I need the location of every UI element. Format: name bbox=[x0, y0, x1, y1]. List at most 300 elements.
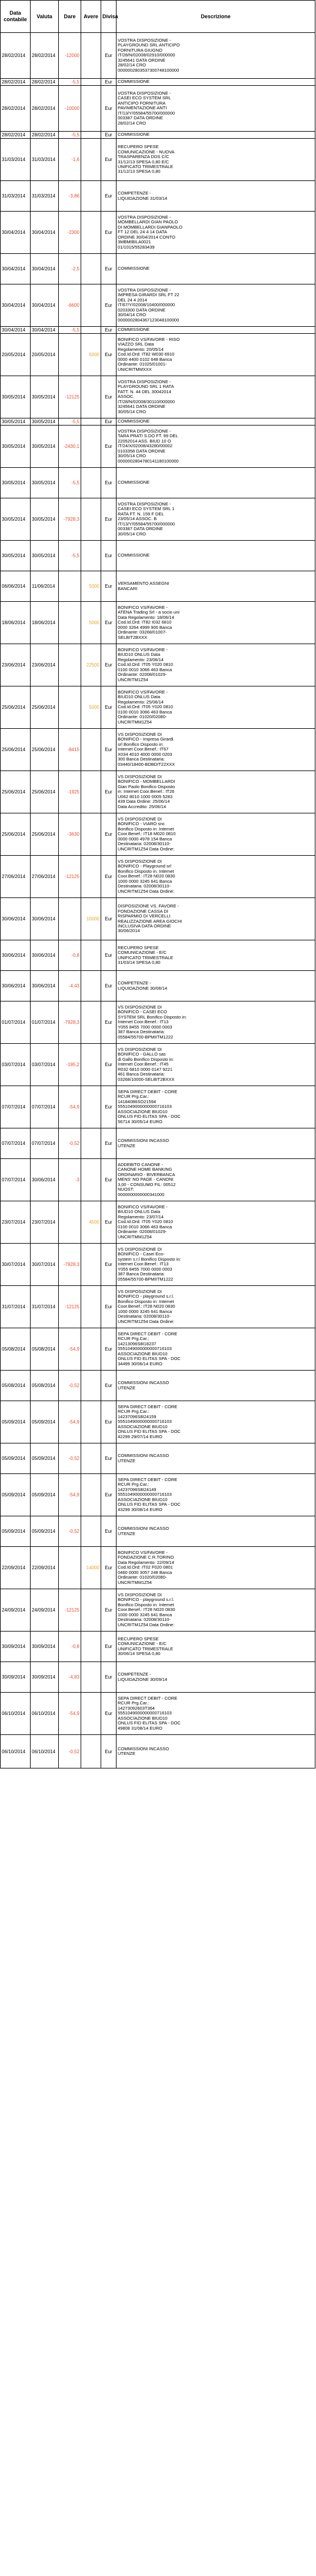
cell-avere bbox=[81, 729, 101, 771]
table-row[interactable] bbox=[1, 1044, 315, 1086]
cell-divisa: Eur bbox=[101, 1547, 117, 1589]
cell-dare: -3 bbox=[59, 1159, 81, 1201]
cell-avere bbox=[81, 86, 101, 132]
cell-date: 30/05/2014 bbox=[1, 376, 31, 418]
cell-dare: -0,52 bbox=[59, 1516, 81, 1547]
cell-descrizione: BONIFICO VS/FAVORE - BIUD10 ONLUS Data Regolamento: 25/06/14 Cod.Id.Ord: IT05 Y020 0810 0100 0010 3066 463 Banca Ordinante: 01020/02080- UNCRITMM1Z54 bbox=[117, 686, 315, 729]
table-row[interactable] bbox=[1, 418, 315, 426]
cell-avere: 14000 bbox=[81, 1547, 101, 1589]
cell-avere bbox=[81, 1443, 101, 1474]
cell-dare: -5,5 bbox=[59, 468, 81, 498]
table-row[interactable] bbox=[1, 571, 315, 602]
cell-date: 23/06/2014 bbox=[1, 644, 31, 686]
table-row[interactable] bbox=[1, 1401, 315, 1443]
cell-valuta: 30/05/2014 bbox=[31, 418, 59, 426]
cell-descrizione: VS DISPOSIZIONE DI BONIFICO - CASEI ECO SYSTEM SRL Bonifico Disposto in: Internet Coor.Benef.: IT13 Y055 8455 7000 0000 0003 387 Banca Destinataria: 05584/55700-BPMIITM1222 bbox=[117, 1001, 315, 1044]
table-row[interactable] bbox=[1, 1128, 315, 1159]
cell-dare: -2,5 bbox=[59, 254, 81, 284]
cell-avere bbox=[81, 1086, 101, 1128]
cell-dare: -54,9 bbox=[59, 1474, 81, 1516]
cell-dare: -54,9 bbox=[59, 1401, 81, 1443]
cell-divisa: Eur bbox=[101, 334, 117, 376]
table-row[interactable] bbox=[1, 132, 315, 139]
table-row[interactable] bbox=[1, 644, 315, 686]
cell-avere bbox=[81, 1662, 101, 1693]
table-row[interactable] bbox=[1, 1159, 315, 1201]
cell-date: 06/10/2014 bbox=[1, 1735, 31, 1768]
table-body bbox=[1, 33, 315, 1768]
cell-divisa: Eur bbox=[101, 1662, 117, 1693]
cell-descrizione: VOSTRA DISPOSIZIONE - TARA PRATI S.DO FT. 99 DEL 22052014 ASS. BIUD 10 O IT/24/X/02008/43280/00002 0103358 DATA ORDINE 30/05/14 CRO 0000002804780141180100000 bbox=[117, 426, 315, 468]
cell-valuta: 31/07/2014 bbox=[31, 1286, 59, 1328]
cell-date: 30/06/2014 bbox=[1, 971, 31, 1001]
cell-descrizione: ADDEBITO CANONE - CANONE HOME BANKING ORDINARIO - BIVERBANCA MENS' NO PAGE - CANONI 3,00 - CONSUMO FIL: 00512 NUOST: 0000000000000341000 bbox=[117, 1159, 315, 1201]
cell-divisa: Eur bbox=[101, 284, 117, 327]
cell-divisa: Eur bbox=[101, 1044, 117, 1086]
cell-date: 30/06/2014 bbox=[1, 940, 31, 971]
cell-descrizione: VOSTRA DISPOSIZIONE - PLAYGROUND SRL ANTICIPO FORNITURA GIUGNO IT/28/N/02008/02910/000000 3245641 DATA ORDINE 28/02/14 CRO 0000002803537300748100000 bbox=[117, 33, 315, 79]
cell-avere bbox=[81, 327, 101, 334]
cell-divisa: Eur bbox=[101, 86, 117, 132]
table-row[interactable] bbox=[1, 334, 315, 376]
cell-dare: -0,8 bbox=[59, 1632, 81, 1662]
cell-dare: -6600 bbox=[59, 284, 81, 327]
cell-dare: -7928,3 bbox=[59, 498, 81, 541]
table-row[interactable] bbox=[1, 971, 315, 1001]
cell-avere bbox=[81, 813, 101, 856]
cell-divisa: Eur bbox=[101, 1371, 117, 1401]
cell-descrizione: VOSTRA DISPOSIZIONE - CASEI ECO SYSTEM SRL 1 RATA FT. N. 159 F DEL 23/05/14 ASSOC. B IT/13/Y/05584/55700/000000 003387 DATA ORDINE 30/05/14 CRO bbox=[117, 498, 315, 541]
cell-valuta: 25/06/2014 bbox=[31, 686, 59, 729]
cell-valuta: 30/04/2014 bbox=[31, 254, 59, 284]
table-row[interactable] bbox=[1, 856, 315, 898]
table-row[interactable] bbox=[1, 602, 315, 644]
cell-date: 30/06/2014 bbox=[1, 898, 31, 940]
cell-descrizione: RECUPERO SPESE COMUNICAZIONE - E/C UNIFICATO TRIMESTRALE 30/06/14 SPESA 0,80 bbox=[117, 1632, 315, 1662]
table-row[interactable] bbox=[1, 86, 315, 132]
cell-valuta: 23/06/2014 bbox=[31, 644, 59, 686]
cell-divisa: Eur bbox=[101, 139, 117, 181]
header-date[interactable]: Data contabile bbox=[1, 1, 31, 33]
cell-dare: -5,5 bbox=[59, 132, 81, 139]
cell-divisa: Eur bbox=[101, 644, 117, 686]
cell-valuta: 25/06/2014 bbox=[31, 771, 59, 813]
cell-date: 28/02/2014 bbox=[1, 86, 31, 132]
cell-avere: 5000 bbox=[81, 686, 101, 729]
cell-divisa: Eur bbox=[101, 1244, 117, 1286]
cell-valuta: 05/09/2014 bbox=[31, 1401, 59, 1443]
table-row[interactable] bbox=[1, 426, 315, 468]
cell-descrizione: BONIFICO VS/FAVORE - BIUD10 ONLUS Data Regolamento: 23/06/14 Cod.Id.Ord: IT05 Y020 0810 0100 0010 3066 463 Banca Ordinante: 02008/01029- UNCRITM1Z54 bbox=[117, 644, 315, 686]
cell-descrizione: VS DISPOSIZIONE DI BONIFICO - Impresa Girardi srl Bonifico Disposto in: Internet Coor.Benef.: IT67 X034 4010 4000 0000 0203 300 Banca Destinataria: 03440/18400-BDBDIT22XXX bbox=[117, 729, 315, 771]
cell-date: 07/07/2014 bbox=[1, 1086, 31, 1128]
cell-date: 05/08/2014 bbox=[1, 1371, 31, 1401]
cell-date: 28/02/2014 bbox=[1, 33, 31, 79]
cell-divisa: Eur bbox=[101, 33, 117, 79]
table-row[interactable] bbox=[1, 376, 315, 418]
cell-divisa: Eur bbox=[101, 729, 117, 771]
cell-divisa: Eur bbox=[101, 418, 117, 426]
cell-avere bbox=[81, 284, 101, 327]
cell-divisa: Eur bbox=[101, 468, 117, 498]
table-row[interactable] bbox=[1, 1474, 315, 1516]
cell-dare: -12125 bbox=[59, 1286, 81, 1328]
cell-descrizione: COMMISSIONE bbox=[117, 541, 315, 571]
cell-avere bbox=[81, 212, 101, 254]
cell-avere: 4500 bbox=[81, 1201, 101, 1244]
table-row[interactable] bbox=[1, 729, 315, 771]
cell-date: 05/09/2014 bbox=[1, 1443, 31, 1474]
cell-divisa: Eur bbox=[101, 79, 117, 86]
cell-valuta: 30/05/2014 bbox=[31, 376, 59, 418]
table-row[interactable] bbox=[1, 254, 315, 284]
cell-date: 20/05/2014 bbox=[1, 334, 31, 376]
table-row[interactable] bbox=[1, 1589, 315, 1632]
cell-date: 18/06/2014 bbox=[1, 602, 31, 644]
cell-avere bbox=[81, 1516, 101, 1547]
cell-avere bbox=[81, 1371, 101, 1401]
cell-avere bbox=[81, 1244, 101, 1286]
cell-valuta: 30/07/2014 bbox=[31, 1244, 59, 1286]
cell-dare: -5,5 bbox=[59, 79, 81, 86]
cell-date: 30/09/2014 bbox=[1, 1632, 31, 1662]
cell-descrizione: VOSTRA DISPOSIZIONE - MOMBELLARDI GIAN PAOLO DI MOMBELLARDI GIANPAOLO FT 12 DEL 24 4 14 DATA ORDINE 30/04/2014 CONTO 3MBMIBILA0021 01/1015/55283439 bbox=[117, 212, 315, 254]
cell-valuta: 30/05/2014 bbox=[31, 426, 59, 468]
table-row[interactable] bbox=[1, 1286, 315, 1328]
cell-descrizione: VERSAMENTO ASSEGNI BANCARI bbox=[117, 571, 315, 602]
cell-divisa: Eur bbox=[101, 898, 117, 940]
cell-dare bbox=[59, 602, 81, 644]
cell-avere bbox=[81, 468, 101, 498]
cell-avere bbox=[81, 33, 101, 79]
cell-divisa: Eur bbox=[101, 940, 117, 971]
cell-dare: -0,8 bbox=[59, 940, 81, 971]
cell-valuta: 05/09/2014 bbox=[31, 1474, 59, 1516]
cell-divisa: Eur bbox=[101, 132, 117, 139]
table-row[interactable] bbox=[1, 1001, 315, 1044]
cell-date: 06/10/2014 bbox=[1, 1693, 31, 1735]
cell-divisa: Eur bbox=[101, 813, 117, 856]
cell-divisa: Eur bbox=[101, 1086, 117, 1128]
cell-divisa: Eur bbox=[101, 1128, 117, 1159]
cell-dare bbox=[59, 686, 81, 729]
cell-divisa: Eur bbox=[101, 1401, 117, 1443]
table-row[interactable] bbox=[1, 1328, 315, 1371]
cell-valuta: 30/06/2014 bbox=[31, 940, 59, 971]
cell-valuta: 25/06/2014 bbox=[31, 813, 59, 856]
cell-date: 31/07/2014 bbox=[1, 1286, 31, 1328]
cell-avere bbox=[81, 940, 101, 971]
table-row[interactable] bbox=[1, 79, 315, 86]
header-divisa[interactable]: Divisa bbox=[101, 1, 117, 33]
table-row[interactable] bbox=[1, 498, 315, 541]
cell-dare bbox=[59, 334, 81, 376]
table-row[interactable] bbox=[1, 940, 315, 971]
cell-descrizione: VS DISPOSIZIONE DI BONIFICO - playground s.r.l. Bonifico Disposto in: Internet Coor.Benef.: IT28 N020 0830 1000 0000 3245 641 Banca Destinataria: 02008/30110- UNCRITM1Z54 Data Ordine: bbox=[117, 1589, 315, 1632]
cell-descrizione: RECUPERO SPESE COMUNICAZIONE - E/C UNIFICATO TRIMESTRALE 31/03/14 SPESA 0,80 bbox=[117, 940, 315, 971]
table-row[interactable] bbox=[1, 541, 315, 571]
table-row[interactable] bbox=[1, 1516, 315, 1547]
cell-date: 25/06/2014 bbox=[1, 686, 31, 729]
cell-date: 30/05/2014 bbox=[1, 468, 31, 498]
cell-valuta: 06/10/2014 bbox=[31, 1693, 59, 1735]
cell-date: 07/07/2014 bbox=[1, 1159, 31, 1201]
cell-valuta: 25/06/2014 bbox=[31, 729, 59, 771]
cell-date: 30/05/2014 bbox=[1, 541, 31, 571]
cell-descrizione: COMMISSIONI INCASSO UTENZE bbox=[117, 1371, 315, 1401]
header-row bbox=[1, 1, 315, 33]
table-row[interactable] bbox=[1, 771, 315, 813]
cell-date: 05/08/2014 bbox=[1, 1328, 31, 1371]
cell-valuta: 30/04/2014 bbox=[31, 212, 59, 254]
cell-dare: -12000 bbox=[59, 33, 81, 79]
cell-descrizione: VS DISPOSIZIONE DI BONIFICO - Casei Eco- system s.r.l Bonifico Disposto in: Internet Coor.Benef.: IT13 Y055 8455 7000 0000 0003 387 Banca Destinataria: 05584/55700-BPMIITM1222 bbox=[117, 1244, 315, 1286]
header-valuta[interactable]: Valuta bbox=[31, 1, 59, 33]
cell-avere bbox=[81, 139, 101, 181]
cell-avere bbox=[81, 1044, 101, 1086]
cell-descrizione: BONIFICO VS/FAVORE - FONDAZIONE C.R.TORINO Data Regolamento: 22/09/14 Cod.Id.Ord: IT02 F020 0801 0460 0000 3057 248 Banca Ordinante: 01020/02080- UNCRITMM1Z54 bbox=[117, 1547, 315, 1589]
cell-valuta: 11/06/2014 bbox=[31, 571, 59, 602]
cell-dare: -3630 bbox=[59, 813, 81, 856]
cell-valuta: 30/04/2014 bbox=[31, 327, 59, 334]
cell-divisa: Eur bbox=[101, 856, 117, 898]
cell-descrizione: COMPETENZE - LIQUIDAZIONE 30/09/14 bbox=[117, 1662, 315, 1693]
cell-avere bbox=[81, 1632, 101, 1662]
cell-divisa: Eur bbox=[101, 602, 117, 644]
table-row[interactable] bbox=[1, 212, 315, 254]
cell-descrizione: COMMISSIONE bbox=[117, 418, 315, 426]
cell-divisa: Eur bbox=[101, 571, 117, 602]
table-row[interactable] bbox=[1, 284, 315, 327]
table-row[interactable] bbox=[1, 33, 315, 79]
cell-avere bbox=[81, 971, 101, 1001]
cell-avere bbox=[81, 1474, 101, 1516]
table-row[interactable] bbox=[1, 1735, 315, 1768]
cell-valuta: 31/03/2014 bbox=[31, 139, 59, 181]
table-row[interactable] bbox=[1, 1662, 315, 1693]
cell-divisa: Eur bbox=[101, 1201, 117, 1244]
cell-divisa: Eur bbox=[101, 498, 117, 541]
cell-valuta: 30/09/2014 bbox=[31, 1632, 59, 1662]
cell-descrizione: COMMISSIONI INCASSO UTENZE bbox=[117, 1128, 315, 1159]
cell-divisa: Eur bbox=[101, 1474, 117, 1516]
cell-descrizione: COMMISSIONI INCASSO UTENZE bbox=[117, 1735, 315, 1768]
cell-descrizione: COMPETENZE - LIQUIDAZIONE 30/06/14 bbox=[117, 971, 315, 1001]
cell-date: 30/05/2014 bbox=[1, 498, 31, 541]
cell-divisa: Eur bbox=[101, 771, 117, 813]
cell-descrizione: VS DISPOSIZIONE DI BONIFICO - VIARO snc Bonifico Disposto in: Internet Coor.Benef.: IT18 M020 0810 0000 0000 4978 154 Banca Destinataria: 02008/30110- UNCRITM1Z54 Data Ordine: bbox=[117, 813, 315, 856]
cell-avere bbox=[81, 426, 101, 468]
cell-divisa: Eur bbox=[101, 971, 117, 1001]
cell-valuta: 30/06/2014 bbox=[31, 898, 59, 940]
cell-dare: -5,5 bbox=[59, 418, 81, 426]
cell-date: 07/07/2014 bbox=[1, 1128, 31, 1159]
cell-descrizione: VS DISPOSIZIONE DI BONIFICO - GALLO sas di Gallo Bonifico Disposto in: Internet Coor.Benef.: IT45 R032 6810 0000 0147 9221 461 Banca Destinataria: 03268/10000-SELBIT2BXXX bbox=[117, 1044, 315, 1086]
cell-dare: -10000 bbox=[59, 86, 81, 132]
cell-date: 25/06/2014 bbox=[1, 729, 31, 771]
cell-avere bbox=[81, 181, 101, 212]
cell-descrizione: VS DISPOSIZIONE DI BONIFICO - MOMBELLARDI Gian Paolo Bonifico Disposto in: Internet Coor.Benef.: IT26 U062 8010 1000 0005 5283 439 Data Ordine: 25/06/14 Data Accredito: 25/06/14 bbox=[117, 771, 315, 813]
cell-divisa: Eur bbox=[101, 541, 117, 571]
cell-dare: -54,9 bbox=[59, 1086, 81, 1128]
cell-dare: -2430,1 bbox=[59, 426, 81, 468]
cell-descrizione: VS DISPOSIZIONE DI BONIFICO - Playground srl Bonifico Disposto in: Internet Coor.Benef.: IT28 N020 0830 1000 0000 3245 641 Banca Destinataria: 02008/30110- UNCRITM1Z54 Data Ordine: bbox=[117, 856, 315, 898]
cell-descrizione: BONIFICO VS/FAVORE - ATENA Trading Srl - a socio uni Data Regolamento: 18/06/14 Cod.Id.Ord: IT82 I032 6810 0000 3264 4999 900 Banca Ordinante: 03268/01007- SELBIT2BXXX bbox=[117, 602, 315, 644]
cell-divisa: Eur bbox=[101, 1443, 117, 1474]
cell-avere: 5000 bbox=[81, 334, 101, 376]
cell-valuta: 05/09/2014 bbox=[31, 1443, 59, 1474]
table-row[interactable] bbox=[1, 1547, 315, 1589]
cell-dare: -3,86 bbox=[59, 181, 81, 212]
cell-divisa: Eur bbox=[101, 376, 117, 418]
cell-dare: -54,9 bbox=[59, 1328, 81, 1371]
table-row[interactable] bbox=[1, 898, 315, 940]
cell-descrizione: BONIFICO VS/FAVORE - BIUD10 ONLUS Data Regolamento: 23/07/14 Cod.Id.Ord: IT05 Y020 0810 0100 0010 3066 463 Banca Ordinante: 02008/01029- UNCRITMM1Z54 bbox=[117, 1201, 315, 1244]
table-row[interactable] bbox=[1, 181, 315, 212]
cell-dare: -195,2 bbox=[59, 1044, 81, 1086]
cell-dare: -5,5 bbox=[59, 327, 81, 334]
cell-avere bbox=[81, 1128, 101, 1159]
cell-avere bbox=[81, 1286, 101, 1328]
cell-date: 30/05/2014 bbox=[1, 426, 31, 468]
cell-dare: -2300 bbox=[59, 212, 81, 254]
cell-date: 05/09/2014 bbox=[1, 1401, 31, 1443]
cell-date: 01/07/2014 bbox=[1, 1001, 31, 1044]
cell-dare bbox=[59, 644, 81, 686]
cell-avere bbox=[81, 1328, 101, 1371]
table-row[interactable] bbox=[1, 1086, 315, 1128]
table-row[interactable] bbox=[1, 1201, 315, 1244]
cell-avere bbox=[81, 498, 101, 541]
cell-avere bbox=[81, 856, 101, 898]
table-row[interactable] bbox=[1, 1371, 315, 1401]
cell-dare: -4,43 bbox=[59, 971, 81, 1001]
cell-descrizione: COMPETENZE - LIQUIDAZIONE 31/03/14 bbox=[117, 181, 315, 212]
cell-dare: -1925 bbox=[59, 771, 81, 813]
cell-descrizione: COMMISSIONE bbox=[117, 327, 315, 334]
table-row[interactable] bbox=[1, 327, 315, 334]
cell-descrizione: SEPA DIRECT DEBIT - CORE RCUR Prg.Car.: 14237096S8I24149 5551049000000000716103 ASSOCIAZIONE BIUD10 ONLUS FID ELITAS SPA - DOC 43299 30/08/14 EURO bbox=[117, 1474, 315, 1516]
cell-valuta: 30/05/2014 bbox=[31, 468, 59, 498]
cell-divisa: Eur bbox=[101, 1516, 117, 1547]
cell-avere bbox=[81, 1735, 101, 1768]
cell-date: 25/06/2014 bbox=[1, 813, 31, 856]
cell-descrizione: DISPOSIZIONE VS. FAVORE - FONDAZIONE CASSA DI RISPARMIO DI VERCELLI REALIZZAZIONE AREA GIOCHI INCLUSIVA DATA ORDINE 30/06/2014 bbox=[117, 898, 315, 940]
table-row[interactable] bbox=[1, 139, 315, 181]
cell-dare bbox=[59, 898, 81, 940]
cell-valuta: 01/07/2014 bbox=[31, 1001, 59, 1044]
cell-date: 28/02/2014 bbox=[1, 132, 31, 139]
cell-valuta: 28/02/2014 bbox=[31, 132, 59, 139]
table-row[interactable] bbox=[1, 1632, 315, 1662]
cell-valuta: 20/05/2014 bbox=[31, 334, 59, 376]
cell-date: 31/03/2014 bbox=[1, 181, 31, 212]
cell-dare bbox=[59, 1201, 81, 1244]
cell-valuta: 30/09/2014 bbox=[31, 1662, 59, 1693]
header-avere[interactable]: Avere bbox=[81, 1, 101, 33]
cell-avere: 10000 bbox=[81, 898, 101, 940]
cell-valuta: 05/08/2014 bbox=[31, 1371, 59, 1401]
cell-divisa: Eur bbox=[101, 686, 117, 729]
cell-descrizione: SEPA DIRECT DEBIT - CORE RCUR Prg.Car.: 14237096S8I24159 5551049000000000716103 ASSOCIAZIONE BIUD10 ONLUS FID ELITAS SPA - DOC 42299 29/07/14 EURO bbox=[117, 1401, 315, 1443]
cell-dare: -12125 bbox=[59, 376, 81, 418]
cell-valuta: 30/04/2014 bbox=[31, 284, 59, 327]
cell-avere bbox=[81, 1001, 101, 1044]
cell-dare: -4,83 bbox=[59, 1662, 81, 1693]
cell-dare: -12125 bbox=[59, 856, 81, 898]
cell-dare bbox=[59, 571, 81, 602]
cell-date: 30/04/2014 bbox=[1, 254, 31, 284]
table-row[interactable] bbox=[1, 1693, 315, 1735]
cell-divisa: Eur bbox=[101, 1589, 117, 1632]
cell-valuta: 05/09/2014 bbox=[31, 1516, 59, 1547]
table-row[interactable] bbox=[1, 1244, 315, 1286]
cell-dare: -8415 bbox=[59, 729, 81, 771]
cell-valuta: 07/07/2014 bbox=[31, 1086, 59, 1128]
cell-dare: -5,5 bbox=[59, 541, 81, 571]
cell-valuta: 06/10/2014 bbox=[31, 1735, 59, 1768]
cell-dare: -54,9 bbox=[59, 1693, 81, 1735]
cell-dare: -0,52 bbox=[59, 1735, 81, 1768]
cell-avere bbox=[81, 1693, 101, 1735]
cell-divisa: Eur bbox=[101, 327, 117, 334]
cell-date: 25/06/2014 bbox=[1, 771, 31, 813]
table-row[interactable] bbox=[1, 468, 315, 498]
cell-date: 30/04/2014 bbox=[1, 327, 31, 334]
cell-avere bbox=[81, 376, 101, 418]
cell-valuta: 07/07/2014 bbox=[31, 1128, 59, 1159]
cell-avere bbox=[81, 1589, 101, 1632]
cell-date: 31/03/2014 bbox=[1, 139, 31, 181]
cell-descrizione: COMMISSIONE bbox=[117, 79, 315, 86]
header-dare[interactable]: Dare bbox=[59, 1, 81, 33]
cell-valuta: 30/05/2014 bbox=[31, 498, 59, 541]
cell-avere bbox=[81, 1401, 101, 1443]
cell-divisa: Eur bbox=[101, 1159, 117, 1201]
cell-dare: -1,6 bbox=[59, 139, 81, 181]
cell-date: 23/07/2014 bbox=[1, 1201, 31, 1244]
cell-descrizione: COMMISSIONE bbox=[117, 254, 315, 284]
cell-date: 22/09/2014 bbox=[1, 1547, 31, 1589]
cell-valuta: 30/06/2014 bbox=[31, 1159, 59, 1201]
cell-descrizione: VOSTRA DISPOSIZIONE - CASEI ECO SYSTEM SRL ANTICIPO FORNITURA PAVIMENTAZIONE ANTI IT/13/Y/05584/55700/000000 003387 DATA ORDINE 28/02/14 CRO bbox=[117, 86, 315, 132]
cell-date: 30/09/2014 bbox=[1, 1662, 31, 1693]
table-row[interactable] bbox=[1, 813, 315, 856]
cell-divisa: Eur bbox=[101, 1632, 117, 1662]
cell-valuta: 31/03/2014 bbox=[31, 181, 59, 212]
cell-descrizione: COMMISSIONE bbox=[117, 132, 315, 139]
cell-divisa: Eur bbox=[101, 181, 117, 212]
cell-valuta: 27/06/2014 bbox=[31, 856, 59, 898]
cell-avere bbox=[81, 541, 101, 571]
header-descrizione[interactable]: Descrizione bbox=[117, 1, 315, 33]
cell-date: 24/09/2014 bbox=[1, 1589, 31, 1632]
table-row[interactable] bbox=[1, 1443, 315, 1474]
cell-descrizione: COMMISSIONI INCASSO UTENZE bbox=[117, 1516, 315, 1547]
cell-avere bbox=[81, 254, 101, 284]
cell-dare bbox=[59, 1547, 81, 1589]
cell-descrizione: SEPA DIRECT DEBIT - CORE RCUR Prg.Car.: 14273092603T364 5551049000000000716103 ASSOCIAZIONE BIUD10 ONLUS FID ELITAS SPA - DOC 49808 31/08/14 EURO bbox=[117, 1693, 315, 1735]
table-row[interactable] bbox=[1, 686, 315, 729]
cell-descrizione: VOSTRA DISPOSIZIONE - PLAYGROUND SRL 1 RATA FATT. N. 44 DEL 30042014 ASSOC. IT/28/N/02008/30110/000000 3245641 DATA ORDINE 30/05/14 CRO bbox=[117, 376, 315, 418]
cell-valuta: 03/07/2014 bbox=[31, 1044, 59, 1086]
cell-valuta: 24/09/2014 bbox=[31, 1589, 59, 1632]
cell-valuta: 28/02/2014 bbox=[31, 79, 59, 86]
cell-divisa: Eur bbox=[101, 254, 117, 284]
cell-descrizione: VS DISPOSIZIONE DI BONIFICO - playground s.r.l. Bonifico Disposto in: Internet Coor.Benef.: IT28 N020 0830 1000 0000 3245 641 Banca Destinataria: 02008/30110- UNCRITM1Z54 Data Ordine: bbox=[117, 1286, 315, 1328]
cell-divisa: Eur bbox=[101, 1735, 117, 1768]
cell-avere: 5000 bbox=[81, 571, 101, 602]
